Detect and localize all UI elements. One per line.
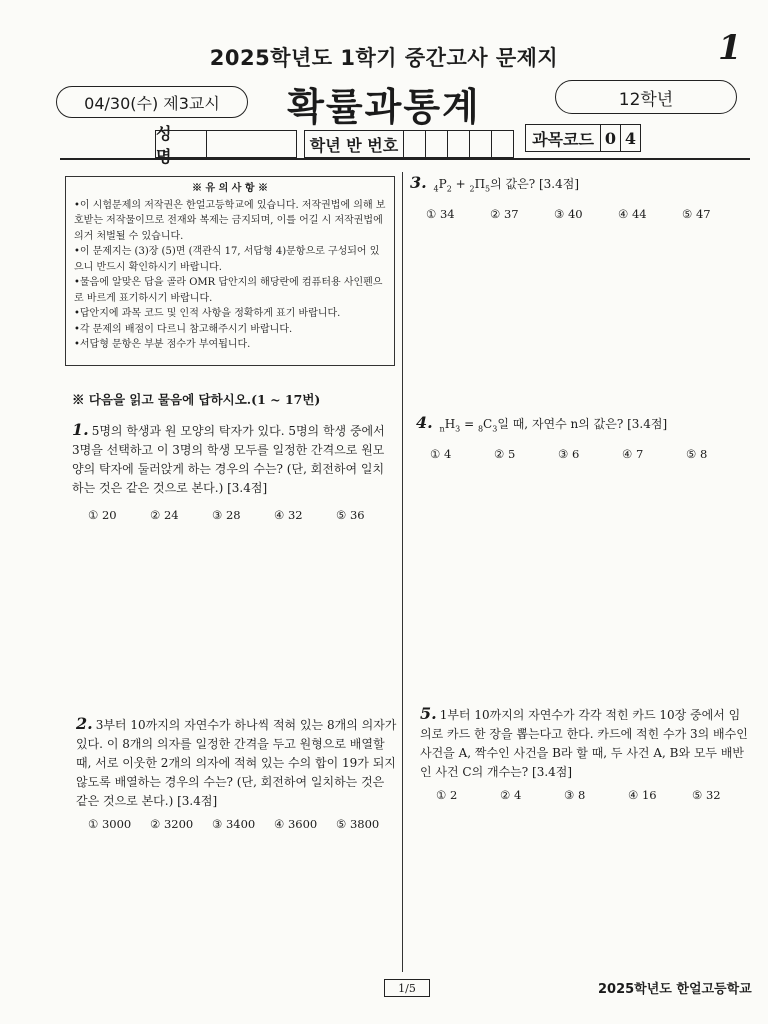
- page-number: 1: [718, 28, 742, 68]
- choice-2[interactable]: ② 5: [494, 447, 516, 461]
- answer-choices: [426, 207, 726, 221]
- choice-3[interactable]: ③ 40: [554, 207, 583, 221]
- notice-item: •물음에 알맞은 답을 골라 OMR 답안지의 해당란에 컴퓨터용 사인펜으로 바르게 표기하시기 바랍니다.: [74, 277, 383, 304]
- question-5: [420, 704, 750, 782]
- instruction-text: ※ 다음을 읽고 물음에 답하시오.(1 ~ 17번): [72, 392, 321, 407]
- question-number: 5.: [420, 704, 437, 723]
- question-number: 3.: [410, 173, 427, 192]
- choice-2[interactable]: ② 24: [150, 508, 179, 522]
- notice-item: •답안지에 과목 코드 및 인적 사항을 정확하게 표기 바랍니다.: [74, 308, 341, 319]
- choice-3[interactable]: ③ 8: [564, 788, 586, 802]
- question-1: [72, 420, 394, 498]
- question-text: 3부터 10까지의 자연수가 하나씩 적혀 있는 8개의 의자가 있다. 이 8개의 의자를 일정한 간격을 두고 원형으로 배열할 때, 서로 이웃한 2개의 의자에 적혀 있는 수의 합이 19가 되지 않도록 배열하는 경우의 수는? (단, 회전하여 일치하는 것은 같은 것으로 본다.) [3.4점]: [76, 718, 397, 808]
- choice-4[interactable]: ④ 16: [628, 788, 657, 802]
- student-id-box[interactable]: [492, 130, 514, 158]
- notice-item: •이 시험문제의 저작권은 한얼고등학교에 있습니다. 저작권법에 의해 보호받는 저작물이므로 전재와 복제는 금지되며, 이를 어길 시 저작권법에 의거 처벌될 수 있습니다.: [74, 199, 386, 242]
- choice-3[interactable]: ③ 3400: [212, 817, 256, 831]
- choice-5[interactable]: ⑤ 36: [336, 508, 365, 522]
- choice-4[interactable]: ④ 32: [274, 508, 303, 522]
- answer-choices: [430, 447, 730, 461]
- subject-code-digit: 4: [621, 124, 641, 152]
- choice-2[interactable]: ② 4: [500, 788, 522, 802]
- student-id-label: 학년 반 번호: [304, 130, 404, 158]
- question-text: 일 때, 자연수 n의 값은? [3.4점]: [497, 417, 668, 431]
- notice-item: •각 문제의 배점이 다르니 참고해주시기 바랍니다.: [74, 323, 293, 335]
- name-field[interactable]: [207, 130, 297, 158]
- notice-box: [65, 176, 395, 366]
- date-session-badge: 04/30(수) 제3교시: [56, 86, 248, 118]
- question-3: [410, 173, 740, 198]
- choice-1[interactable]: ① 34: [426, 207, 455, 221]
- notice-item: •이 문제지는 (3)장 (5)면 (객관식 17, 서답형 4)문항으로 구성되어 있으니 반드시 확인하시기 바랍니다.: [74, 246, 380, 273]
- notice-item: •서답형 문항은 부분 점수가 부여됩니다.: [74, 339, 251, 350]
- choice-5[interactable]: ⑤ 3800: [336, 817, 380, 831]
- student-id-box[interactable]: [404, 130, 426, 158]
- subject-code-label: 과목코드: [525, 124, 601, 152]
- grade-badge: 12학년: [555, 80, 737, 114]
- choice-1[interactable]: ① 4: [430, 447, 452, 461]
- column-divider: [402, 172, 403, 972]
- choice-1[interactable]: ① 20: [88, 508, 117, 522]
- choice-1[interactable]: ① 2: [436, 788, 458, 802]
- answer-choices: [88, 508, 388, 522]
- choice-5[interactable]: ⑤ 8: [686, 447, 708, 461]
- exam-title: 2025학년도 1학기 중간고사 문제지: [209, 46, 559, 70]
- subject-title: 확률과통계: [287, 85, 481, 129]
- student-id-box[interactable]: [448, 130, 470, 158]
- question-text: 5명의 학생과 원 모양의 탁자가 있다. 5명의 학생 중에서 3명을 선택하고 이 3명의 학생 모두를 일정한 간격으로 원모양의 탁자에 둘러앉게 하는 경우의 수는? (단, 회전하여 일치하는 것은 같은 것으로 본다.) [3.4점]: [72, 424, 385, 495]
- choice-2[interactable]: ② 37: [490, 207, 519, 221]
- question-number: 2.: [76, 714, 93, 733]
- name-label: 성 명: [155, 130, 207, 158]
- question-number: 1.: [72, 420, 89, 439]
- student-id-box[interactable]: [470, 130, 492, 158]
- question-number: 4.: [416, 413, 433, 432]
- answer-choices: [436, 788, 736, 802]
- question-text: 의 값은? [3.4점]: [490, 177, 580, 191]
- choice-4[interactable]: ④ 3600: [274, 817, 318, 831]
- choice-5[interactable]: ⑤ 32: [692, 788, 721, 802]
- page-indicator: 1/5: [384, 979, 430, 997]
- choice-3[interactable]: ③ 6: [558, 447, 580, 461]
- choice-4[interactable]: ④ 44: [618, 207, 647, 221]
- choice-2[interactable]: ② 3200: [150, 817, 194, 831]
- notice-title: ※ 유 의 사 항 ※: [191, 183, 269, 194]
- choice-1[interactable]: ① 3000: [88, 817, 132, 831]
- question-4: [416, 413, 746, 438]
- choice-5[interactable]: ⑤ 47: [682, 207, 711, 221]
- subject-code-digit: 0: [601, 124, 621, 152]
- student-id-box[interactable]: [426, 130, 448, 158]
- question-text: 1부터 10까지의 자연수가 각각 적힌 카드 10장 중에서 임의로 카드 한 장을 뽑는다고 한다. 카드에 적힌 수가 3의 배수인 사건을 A, 짝수인 사건을 B라 할 때, 두 사건 A, B와 모두 배반인 사건 C의 개수는? [3.4점]: [420, 708, 748, 779]
- question-formula: $_nH_3 = _8C_3$: [439, 417, 498, 434]
- question-formula: $_4P_2 + _2\Pi_5$: [433, 177, 491, 194]
- header-divider: [60, 158, 750, 160]
- answer-choices: [88, 817, 388, 831]
- school-footer: 2025학년도 한얼고등학교: [598, 982, 752, 997]
- choice-3[interactable]: ③ 28: [212, 508, 241, 522]
- choice-4[interactable]: ④ 7: [622, 447, 644, 461]
- question-2: [76, 714, 398, 811]
